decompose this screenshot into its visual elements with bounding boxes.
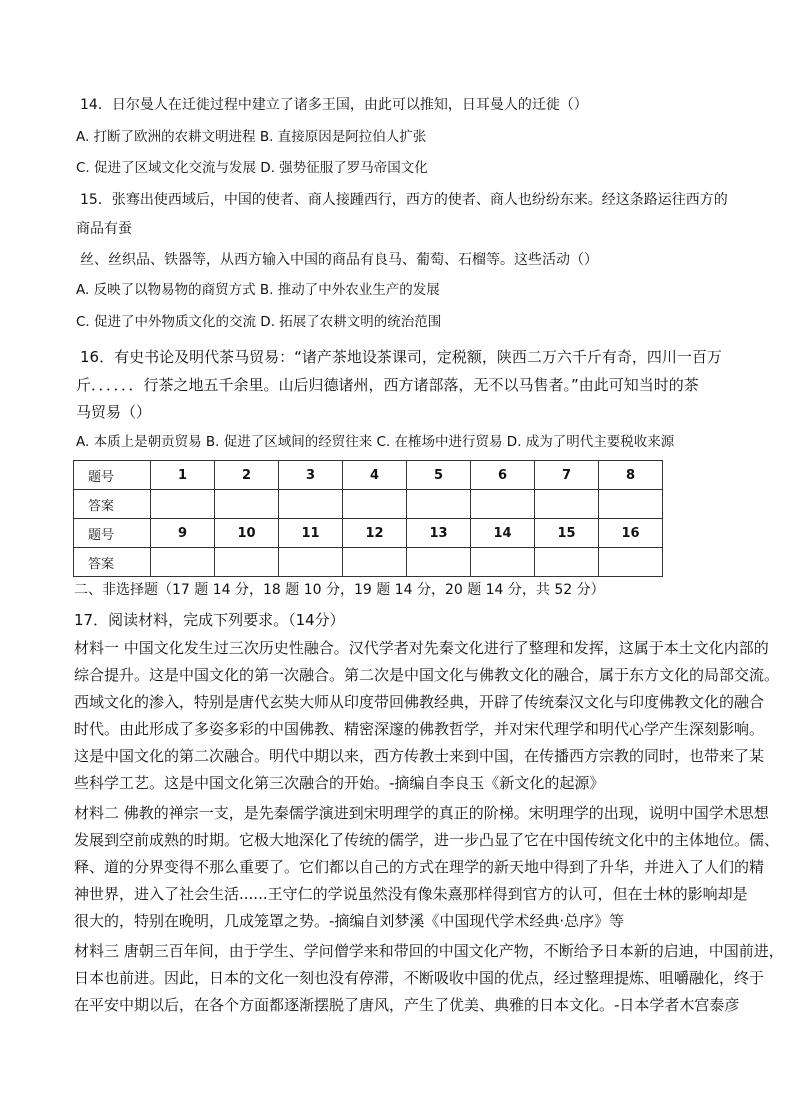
answer-cell[interactable] <box>471 548 535 577</box>
num-cell: 4 <box>343 461 407 490</box>
table-row <box>74 548 663 577</box>
num-cell: 15 <box>535 519 599 548</box>
num-cell: 1 <box>151 461 215 490</box>
row-label-num: 题号 <box>74 461 151 490</box>
answer-cell[interactable] <box>215 548 279 577</box>
q16-options: A. 本质上是朝贡贸易 B. 促进了区域间的经贸往来 C. 在榷场中进行贸易 D. 成为了明代主要税收来源 <box>76 434 675 450</box>
num-cell: 16 <box>599 519 663 548</box>
answer-cell[interactable] <box>343 548 407 577</box>
num-cell: 8 <box>599 461 663 490</box>
material2-line: 发展到空前成熟的时期。它极大地深化了传统的儒学，进一步凸显了它在中国传统文化中的主体地位。儒、 <box>74 831 780 849</box>
answer-cell[interactable] <box>599 490 663 519</box>
q15-stem-line1: 15．张骞出使西域后，中国的使者、商人接踵西行，西方的使者、商人也纷纷东来。经这条路运往西方的 <box>80 192 728 208</box>
section-title: 二、非选择题（17 题 14 分，18 题 10 分，19 题 14 分，20 题 14 分，共 52 分） <box>74 582 605 598</box>
q15-stem-line3: 丝、丝织品、铁器等，从西方输入中国的商品有良马、葡萄、石榴等。这些活动（） <box>80 252 598 268</box>
material3-line: 材料三 唐朝三百年间，由于学生、学问僧学来和带回的中国文化产物，不断给予日本新的启迪，中国前进， <box>74 942 784 960</box>
material1-line: 西域文化的渗入，特别是唐代玄奘大师从印度带回佛教经典，开辟了传统秦汉文化与印度佛教文化的融合 <box>74 693 765 711</box>
material2-line: 很大的，特别在晚明，几成笼罩之势。-摘编自刘梦溪《中国现代学术经典·总序》等 <box>74 912 625 930</box>
answer-cell[interactable] <box>151 490 215 519</box>
material2-line: 神世界，进入了社会生活......王守仁的学说虽然没有像朱熹那样得到官方的认可，但在士林的影响却是 <box>74 885 748 903</box>
num-cell: 12 <box>343 519 407 548</box>
answer-cell[interactable] <box>407 548 471 577</box>
num-cell: 11 <box>279 519 343 548</box>
material1-line: 时代。由此形成了多姿多彩的中国佛教、精密深邃的佛教哲学，并对宋代理学和明代心学产生深刻影响。 <box>74 720 765 738</box>
answer-cell[interactable] <box>343 490 407 519</box>
answer-cell[interactable] <box>599 548 663 577</box>
table-row <box>74 490 663 519</box>
q15-stem-line2: 商品有蚕 <box>76 221 132 237</box>
answer-cell[interactable] <box>471 490 535 519</box>
material2-line: 释、道的分界变得不那么重要了。它们都以自己的方式在理学的新天地中得到了升华，并进入了人们的精 <box>74 858 765 876</box>
material1-line: 这是中国文化的第二次融合。明代中期以来，西方传教士来到中国，在传播西方宗教的同时，也带来了某 <box>74 747 765 765</box>
num-cell: 2 <box>215 461 279 490</box>
num-cell: 5 <box>407 461 471 490</box>
q14-options-cd: C. 促进了区域文化交流与发展 D. 强势征服了罗马帝国文化 <box>76 160 428 176</box>
q15-options-ab: A. 反映了以物易物的商贸方式 B. 推动了中外农业生产的发展 <box>76 282 440 298</box>
num-cell: 3 <box>279 461 343 490</box>
material1-line: 综合提升。这是中国文化的第一次融合。第二次是中国文化与佛教文化的融合，属于东方文化的局部交流。 <box>74 666 780 684</box>
answer-cell[interactable] <box>279 548 343 577</box>
answer-cell[interactable] <box>535 548 599 577</box>
q16-stem-line1: 16．有史书论及明代茶马贸易：“诸产茶地设茶课司，定税额，陕西二万六千斤有奇，四川一百万 <box>80 348 722 366</box>
row-label-num: 题号 <box>74 519 151 548</box>
num-cell: 14 <box>471 519 535 548</box>
q16-stem-line3: 马贸易（） <box>76 403 152 421</box>
q17-stem: 17．阅读材料，完成下列要求。（14分） <box>74 611 345 629</box>
material3-line: 在平安中期以后，在各个方面都逐渐摆脱了唐风，产生了优美、典雅的日本文化。-日本学者木宫泰彦 <box>74 996 740 1014</box>
q14-options-ab: A. 打断了欧洲的农耕文明进程 B. 直接原因是阿拉伯人扩张 <box>76 129 427 145</box>
material2-line: 材料二 佛教的禅宗一支，是先秦儒学演进到宋明理学的真正的阶梯。宋明理学的出现，说明中国学术思想 <box>74 804 769 822</box>
material3-line: 日本也前进。因此，日本的文化一刻也没有停滞，不断吸收中国的优点，经过整理提炼、咀嚼融化，终于 <box>74 969 765 987</box>
q15-options-cd: C. 促进了中外物质文化的交流 D. 拓展了农耕文明的统治范围 <box>76 314 442 330</box>
table-row <box>74 519 663 548</box>
answer-cell[interactable] <box>279 490 343 519</box>
answer-cell[interactable] <box>407 490 471 519</box>
q14-stem: 14．日尔曼人在迁徙过程中建立了诸多王国，由此可以推知，日耳曼人的迁徙（） <box>80 97 588 113</box>
material1-line: 些科学工艺。这是中国文化第三次融合的开始。-摘编自李良玉《新文化的起源》 <box>74 774 605 792</box>
table-row <box>74 461 663 490</box>
num-cell: 7 <box>535 461 599 490</box>
material1-line: 材料一 中国文化发生过三次历史性融合。汉代学者对先秦文化进行了整理和发挥，这属于本土文化内部的 <box>74 639 769 657</box>
num-cell: 9 <box>151 519 215 548</box>
num-cell: 10 <box>215 519 279 548</box>
row-label-ans: 答案 <box>74 490 151 519</box>
num-cell: 13 <box>407 519 471 548</box>
row-label-ans: 答案 <box>74 548 151 577</box>
q16-stem-line2: 斤．．．．．．行茶之地五千余里。山后归德诸州，西方诸部落，无不以马售者。”由此可知当时的茶 <box>76 376 699 394</box>
answer-cell[interactable] <box>535 490 599 519</box>
answer-cell[interactable] <box>215 490 279 519</box>
answer-table <box>73 460 663 577</box>
answer-cell[interactable] <box>151 548 215 577</box>
num-cell: 6 <box>471 461 535 490</box>
